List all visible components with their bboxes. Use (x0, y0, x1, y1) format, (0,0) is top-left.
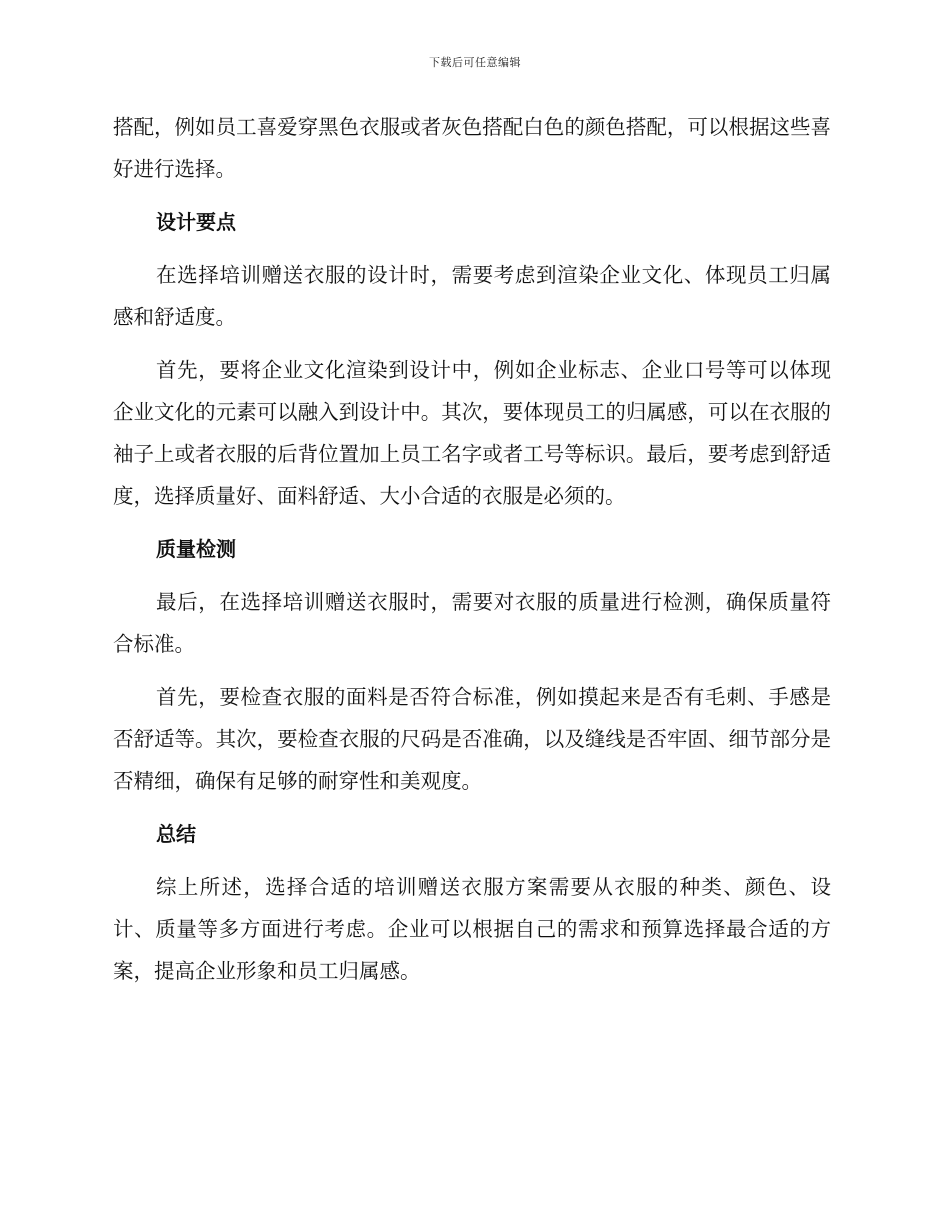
document-body (113, 106, 831, 1003)
section-heading-summary: 总结 (156, 822, 196, 846)
paragraph-design-intro: 在选择培训赠送衣服的设计时，需要考虑到渲染企业文化、体现员工归属感和舒适度。 (113, 263, 831, 329)
header-note: 下载后可任意编辑 (429, 56, 521, 69)
section-heading-design: 设计要点 (156, 210, 236, 234)
paragraph-quality-detail: 首先，要检查衣服的面料是否符合标准，例如摸起来是否有毛刺、手感是否舒适等。其次，要检查衣服的尺码是否准确，以及缝线是否牢固、细节部分是否精细，确保有足够的耐穿性和美观度。 (113, 685, 831, 793)
paragraph-continued: 搭配，例如员工喜爱穿黑色衣服或者灰色搭配白色的颜色搭配，可以根据这些喜好进行选择。 (113, 115, 831, 181)
section-heading-quality: 质量检测 (156, 537, 236, 561)
paragraph-quality-intro: 最后，在选择培训赠送衣服时，需要对衣服的质量进行检测，确保质量符合标准。 (113, 590, 831, 656)
paragraph-summary: 综上所述，选择合适的培训赠送衣服方案需要从衣服的种类、颜色、设计、质量等多方面进行考虑。企业可以根据自己的需求和预算选择最合适的方案，提高企业形象和员工归属感。 (113, 875, 831, 983)
paragraph-design-detail: 首先，要将企业文化渲染到设计中，例如企业标志、企业口号等可以体现企业文化的元素可以融入到设计中。其次，要体现员工的归属感，可以在衣服的袖子上或者衣服的后背位置加上员工名字或者工号等标识。最后，要考虑到舒适度，选择质量好、面料舒适、大小合适的衣服是必须的。 (113, 358, 831, 508)
